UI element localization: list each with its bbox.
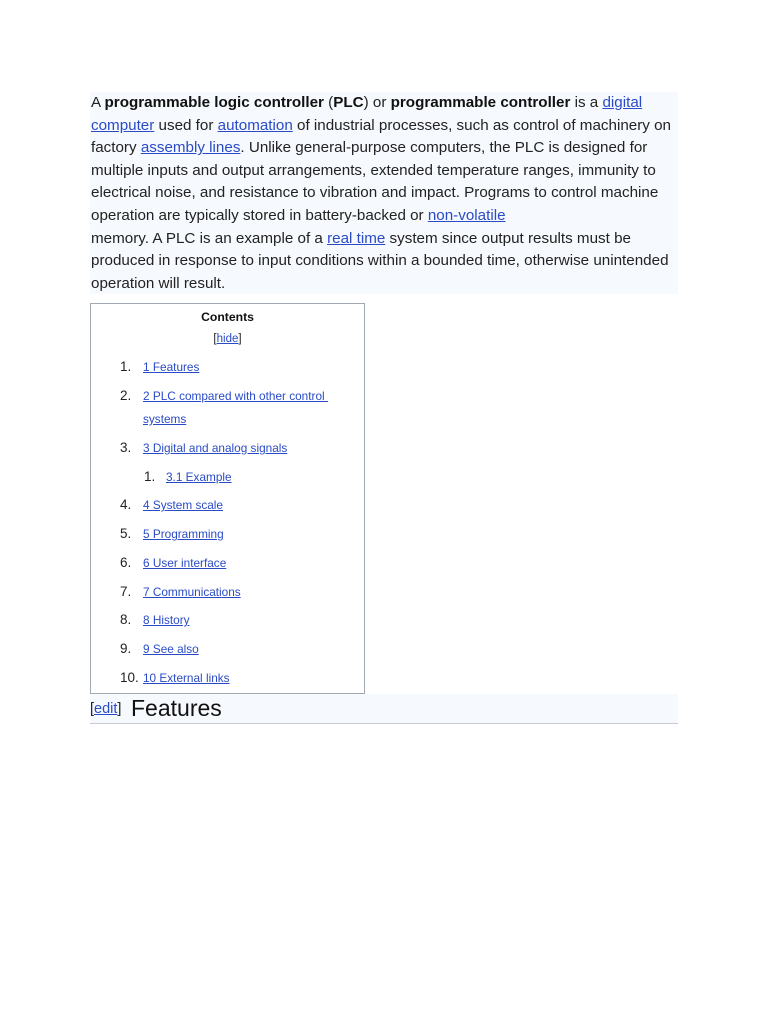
toc-item-number: 8. xyxy=(120,612,132,627)
link-automation[interactable]: automation xyxy=(217,116,293,134)
toc-item-link[interactable]: 10 External links xyxy=(143,671,230,685)
link-non-volatile[interactable]: non-volatile xyxy=(427,206,506,224)
intro-paragraph xyxy=(91,92,678,295)
toc-item-number: 2. xyxy=(120,388,132,403)
toc-item-link[interactable]: 9 See also xyxy=(143,642,199,656)
intro-text: of industrial processes, such as control of machinery on factory xyxy=(91,116,671,157)
bracket: [ xyxy=(90,701,95,717)
toc-item-number: 7. xyxy=(120,584,132,599)
toc-item-link[interactable]: 2 PLC compared with other control xyxy=(143,389,328,403)
link-digital-computer[interactable]: digital xyxy=(602,94,643,111)
toc-item-link[interactable]: 6 User interface xyxy=(143,556,227,570)
toc-item-number: 6. xyxy=(120,555,132,570)
toc-item-number: 1. xyxy=(120,359,132,374)
toc-item-number: 4. xyxy=(120,497,132,512)
toc-item-link[interactable]: 4 System scale xyxy=(143,498,223,512)
toc-hide-link[interactable]: hide xyxy=(216,333,239,345)
toc-item-link[interactable]: 3 Digital and analog signals xyxy=(143,441,288,455)
intro-text: memory. A PLC is an example of a xyxy=(91,229,328,247)
intro-text: used for xyxy=(154,116,218,134)
section-heading-features xyxy=(90,694,678,724)
toc-item-link[interactable]: 5 Programming xyxy=(143,527,224,541)
toc-item-link[interactable]: 7 Communications xyxy=(143,585,241,599)
toc-item-link[interactable]: 8 History xyxy=(143,613,190,627)
term-programmable-controller: programmable controller xyxy=(390,94,571,111)
bracket: ] xyxy=(238,333,242,345)
table-of-contents xyxy=(90,303,365,694)
term-programmable-logic-controller: programmable logic controller xyxy=(104,94,324,111)
toc-item-number: 10. xyxy=(120,670,139,685)
link-assembly-lines[interactable]: assembly lines xyxy=(140,139,241,157)
intro-text: is a xyxy=(570,94,603,111)
intro-text: ( xyxy=(323,94,334,111)
toc-item-link[interactable]: 3.1 Example xyxy=(166,470,232,484)
toc-list xyxy=(91,304,364,693)
toc-item-link-cont[interactable]: systems xyxy=(143,412,187,426)
intro-text: . Unlike general-purpose computers, the PLC is designed for multiple inputs and output arrangements, extended temperature ranges, immunity to electrical noise, and resistance to vibration and impact. Programs to control machine operation are typically stored in battery-backed or xyxy=(91,139,659,224)
term-plc: PLC xyxy=(333,94,364,111)
section-edit-link[interactable]: edit xyxy=(94,701,118,717)
intro-text: system since output results must be produced in response to input conditions within a bounded time, otherwise unintended operation will result. xyxy=(91,229,669,292)
intro-paragraph-box xyxy=(90,92,678,294)
section-edit-control xyxy=(90,701,121,717)
link-digital-computer-cont[interactable]: computer xyxy=(91,116,155,134)
toc-item-number: 5. xyxy=(120,526,132,541)
toc-item-number: 1. xyxy=(144,469,156,484)
intro-text: ) or xyxy=(363,94,391,111)
bracket: [ xyxy=(213,333,217,345)
toc-item-number: 3. xyxy=(120,440,132,455)
toc-title: Contents xyxy=(201,310,254,324)
toc-item-link[interactable]: 1 Features xyxy=(143,360,200,374)
bracket: ] xyxy=(117,701,122,717)
intro-text: A xyxy=(91,94,105,111)
link-real-time[interactable]: real time xyxy=(327,229,386,247)
section-title: Features xyxy=(131,695,222,721)
toc-item-number: 9. xyxy=(120,641,132,656)
